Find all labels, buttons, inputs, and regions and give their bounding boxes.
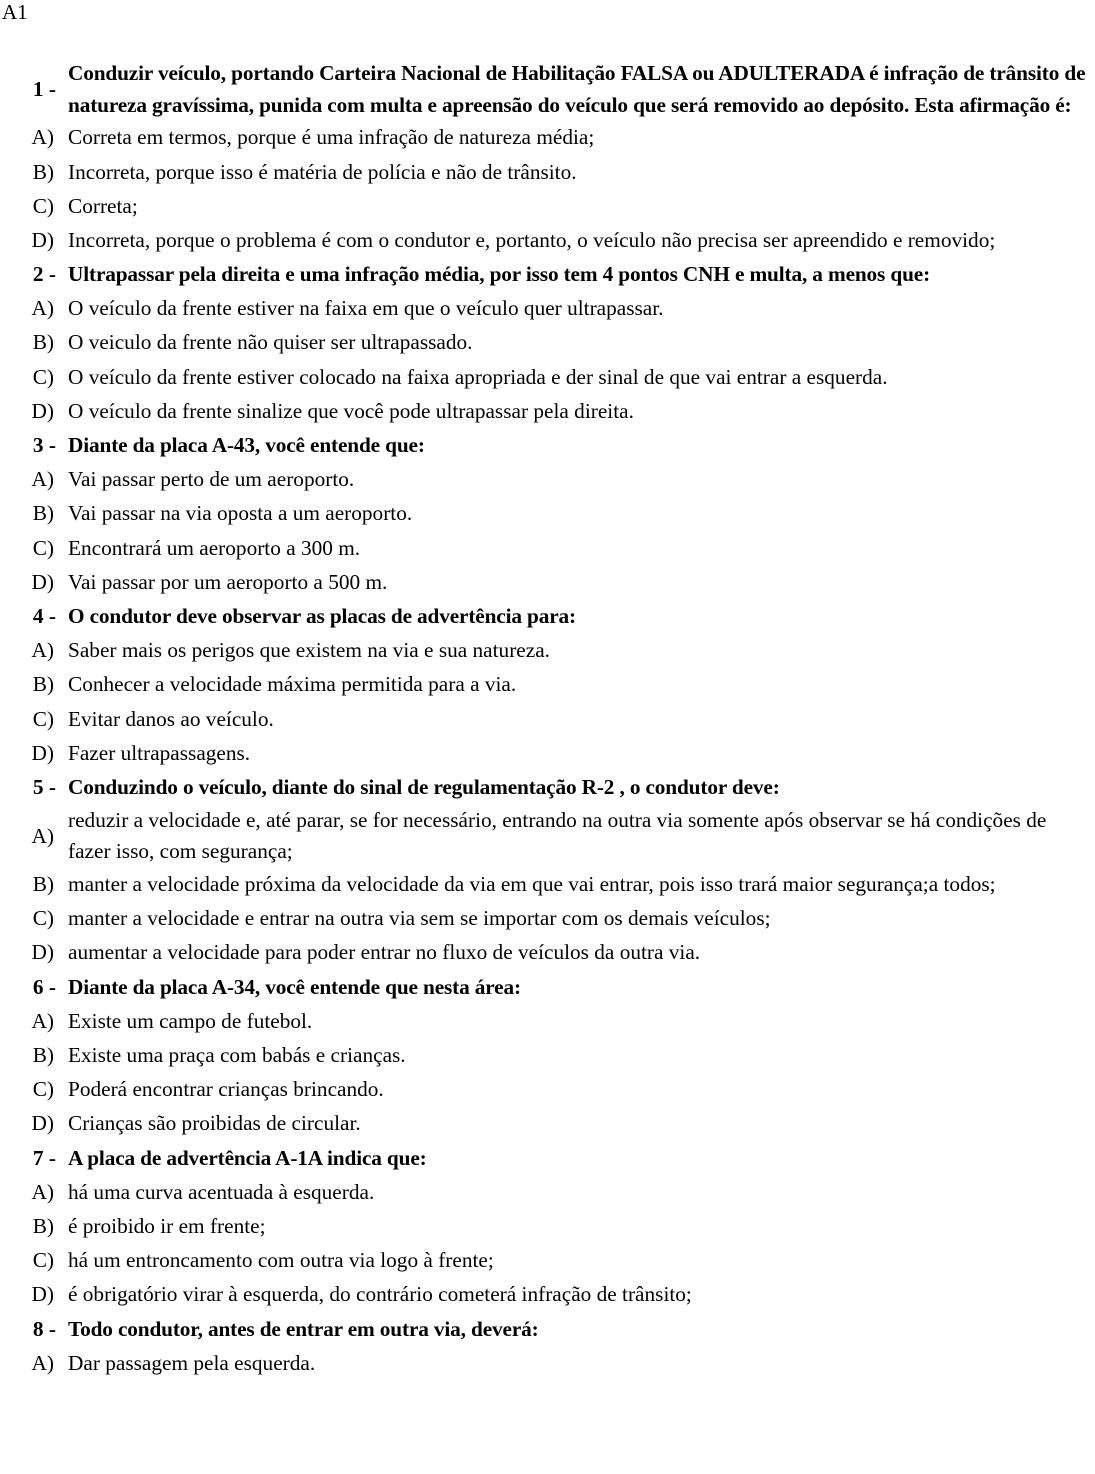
option-b[interactable]: [0, 497, 1095, 531]
option-letter: A): [31, 467, 54, 492]
option-text: Encontrará um aeroporto a 300 m.: [68, 535, 361, 560]
option-letter: C): [32, 906, 54, 931]
option-d[interactable]: [0, 395, 1095, 429]
question-number: 2 -: [32, 262, 56, 287]
option-text: Existe um campo de futebol.: [68, 1008, 313, 1033]
question-text: Todo condutor, antes de entrar em outra via, deverá:: [68, 1316, 539, 1341]
option-text: Correta;: [68, 193, 138, 218]
option-d[interactable]: [0, 565, 1095, 599]
option-letter: D): [31, 1111, 54, 1136]
option-text: há uma curva acentuada à esquerda.: [68, 1179, 375, 1204]
option-text: Existe uma praça com babás e crianças.: [68, 1043, 406, 1068]
option-b[interactable]: [0, 326, 1095, 360]
option-d[interactable]: [0, 1278, 1095, 1312]
option-text: Saber mais os perigos que existem na via e sua natureza.: [68, 638, 550, 663]
option-text: Vai passar por um aeroporto a 500 m.: [68, 569, 388, 594]
option-letter: B): [32, 872, 54, 897]
option-a[interactable]: [0, 1005, 1095, 1039]
question-text: Conduzir veículo, portando Carteira Nacional de Habilitação FALSA ou ADULTERADA é infração de trânsito de natureza gravíssima, punida com multa e apreensão do veículo que será removido ao depósito. Esta afirmação é:: [68, 61, 1086, 117]
option-text: manter a velocidade e entrar na outra via sem se importar com os demais veículos;: [68, 906, 771, 931]
option-text: Poderá encontrar crianças brincando.: [68, 1077, 384, 1102]
option-a[interactable]: [0, 634, 1095, 668]
option-text: Correta em termos, porque é uma infração de natureza média;: [68, 125, 595, 150]
option-b[interactable]: [0, 1210, 1095, 1244]
option-text: Crianças são proibidas de circular.: [68, 1111, 361, 1136]
option-letter: C): [32, 364, 54, 389]
option-text: manter a velocidade próxima da velocidade da via em que vai entrar, pois isso trará maior segurança;a todos;: [68, 872, 996, 897]
option-letter: B): [32, 501, 54, 526]
option-a[interactable]: [0, 1346, 1095, 1380]
option-a[interactable]: [0, 463, 1095, 497]
option-letter: A): [31, 1350, 54, 1375]
option-c[interactable]: [0, 902, 1095, 936]
option-a[interactable]: [0, 805, 1095, 868]
option-letter: D): [31, 1282, 54, 1307]
option-letter: A): [31, 125, 54, 150]
option-letter: D): [31, 227, 54, 252]
question-5: [0, 771, 1095, 805]
option-c[interactable]: [0, 1073, 1095, 1107]
question-7: [0, 1141, 1095, 1175]
option-a[interactable]: [0, 121, 1095, 155]
option-text: Conhecer a velocidade máxima permitida para a via.: [68, 672, 517, 697]
option-a[interactable]: [0, 292, 1095, 326]
question-number: 5 -: [32, 774, 56, 799]
option-c[interactable]: [0, 531, 1095, 565]
option-text: Evitar danos ao veículo.: [68, 706, 274, 731]
option-a[interactable]: [0, 1175, 1095, 1209]
option-letter: A): [31, 296, 54, 321]
question-8: [0, 1312, 1095, 1346]
option-letter: A): [31, 1008, 54, 1033]
option-letter: B): [32, 159, 54, 184]
question-2: [0, 258, 1095, 292]
question-6: [0, 970, 1095, 1004]
option-text: Incorreta, porque isso é matéria de polícia e não de trânsito.: [68, 159, 577, 184]
option-text: há um entroncamento com outra via logo à frente;: [68, 1248, 494, 1273]
option-c[interactable]: [0, 189, 1095, 223]
question-number: 3 -: [32, 433, 56, 458]
option-letter: A): [31, 1179, 54, 1204]
option-text: é proibido ir em frente;: [68, 1213, 266, 1238]
option-text: é obrigatório virar à esquerda, do contrário cometerá infração de trânsito;: [68, 1282, 692, 1307]
question-number: 8 -: [32, 1316, 56, 1341]
option-b[interactable]: [0, 1039, 1095, 1073]
option-letter: A): [31, 638, 54, 663]
option-c[interactable]: [0, 702, 1095, 736]
option-text: O veículo da frente sinalize que você pode ultrapassar pela direita.: [68, 398, 634, 423]
question-1: [0, 58, 1095, 121]
question-3: [0, 429, 1095, 463]
question-text: A placa de advertência A-1A indica que:: [68, 1145, 427, 1170]
option-text: O veículo da frente estiver colocado na faixa apropriada e der sinal de que vai entrar a esquerda.: [68, 364, 888, 389]
question-text: O condutor deve observar as placas de advertência para:: [68, 603, 576, 628]
option-text: O veiculo da frente não quiser ser ultrapassado.: [68, 330, 473, 355]
question-number: 1 -: [32, 76, 56, 101]
option-letter: D): [31, 398, 54, 423]
option-text: Vai passar na via oposta a um aeroporto.: [68, 501, 413, 526]
option-text: Dar passagem pela esquerda.: [68, 1350, 316, 1375]
option-text: aumentar a velocidade para poder entrar no fluxo de veículos da outra via.: [68, 940, 701, 965]
option-c[interactable]: [0, 1244, 1095, 1278]
option-letter: B): [32, 672, 54, 697]
question-number: 6 -: [32, 974, 56, 999]
option-text: Fazer ultrapassagens.: [68, 740, 251, 765]
option-letter: D): [31, 740, 54, 765]
option-letter: B): [32, 1213, 54, 1238]
question-number: 4 -: [32, 603, 56, 628]
option-d[interactable]: [0, 936, 1095, 970]
sheet-label: A1: [2, 0, 28, 24]
question-number: 7 -: [32, 1145, 56, 1170]
option-letter: C): [32, 1248, 54, 1273]
option-letter: D): [31, 940, 54, 965]
question-4: [0, 600, 1095, 634]
option-d[interactable]: [0, 224, 1095, 258]
option-text: O veículo da frente estiver na faixa em que o veículo quer ultrapassar.: [68, 296, 664, 321]
option-d[interactable]: [0, 1107, 1095, 1141]
option-letter: C): [32, 1077, 54, 1102]
option-d[interactable]: [0, 736, 1095, 770]
option-b[interactable]: [0, 868, 1095, 902]
option-letter: B): [32, 330, 54, 355]
question-text: Conduzindo o veículo, diante do sinal de regulamentação R-2 , o condutor deve:: [68, 774, 780, 799]
option-letter: C): [32, 193, 54, 218]
option-b[interactable]: [0, 668, 1095, 702]
option-letter: C): [32, 706, 54, 731]
question-text: Ultrapassar pela direita e uma infração média, por isso tem 4 pontos CNH e multa, a menos que:: [68, 262, 931, 287]
question-list: [0, 58, 1095, 1381]
question-text: Diante da placa A-34, você entende que nesta área:: [68, 974, 521, 999]
option-letter: B): [32, 1043, 54, 1068]
option-text: Incorreta, porque o problema é com o condutor e, portanto, o veículo não precisa ser apreendido e removido;: [68, 227, 996, 252]
option-b[interactable]: [0, 155, 1095, 189]
option-text: reduzir a velocidade e, até parar, se for necessário, entrando na outra via somente após observar se há condições de fazer isso, com segurança;: [68, 807, 1047, 864]
option-c[interactable]: [0, 360, 1095, 394]
option-text: Vai passar perto de um aeroporto.: [68, 467, 355, 492]
option-letter: C): [32, 535, 54, 560]
option-letter: A): [31, 823, 54, 848]
option-letter: D): [31, 569, 54, 594]
question-text: Diante da placa A-43, você entende que:: [68, 433, 425, 458]
